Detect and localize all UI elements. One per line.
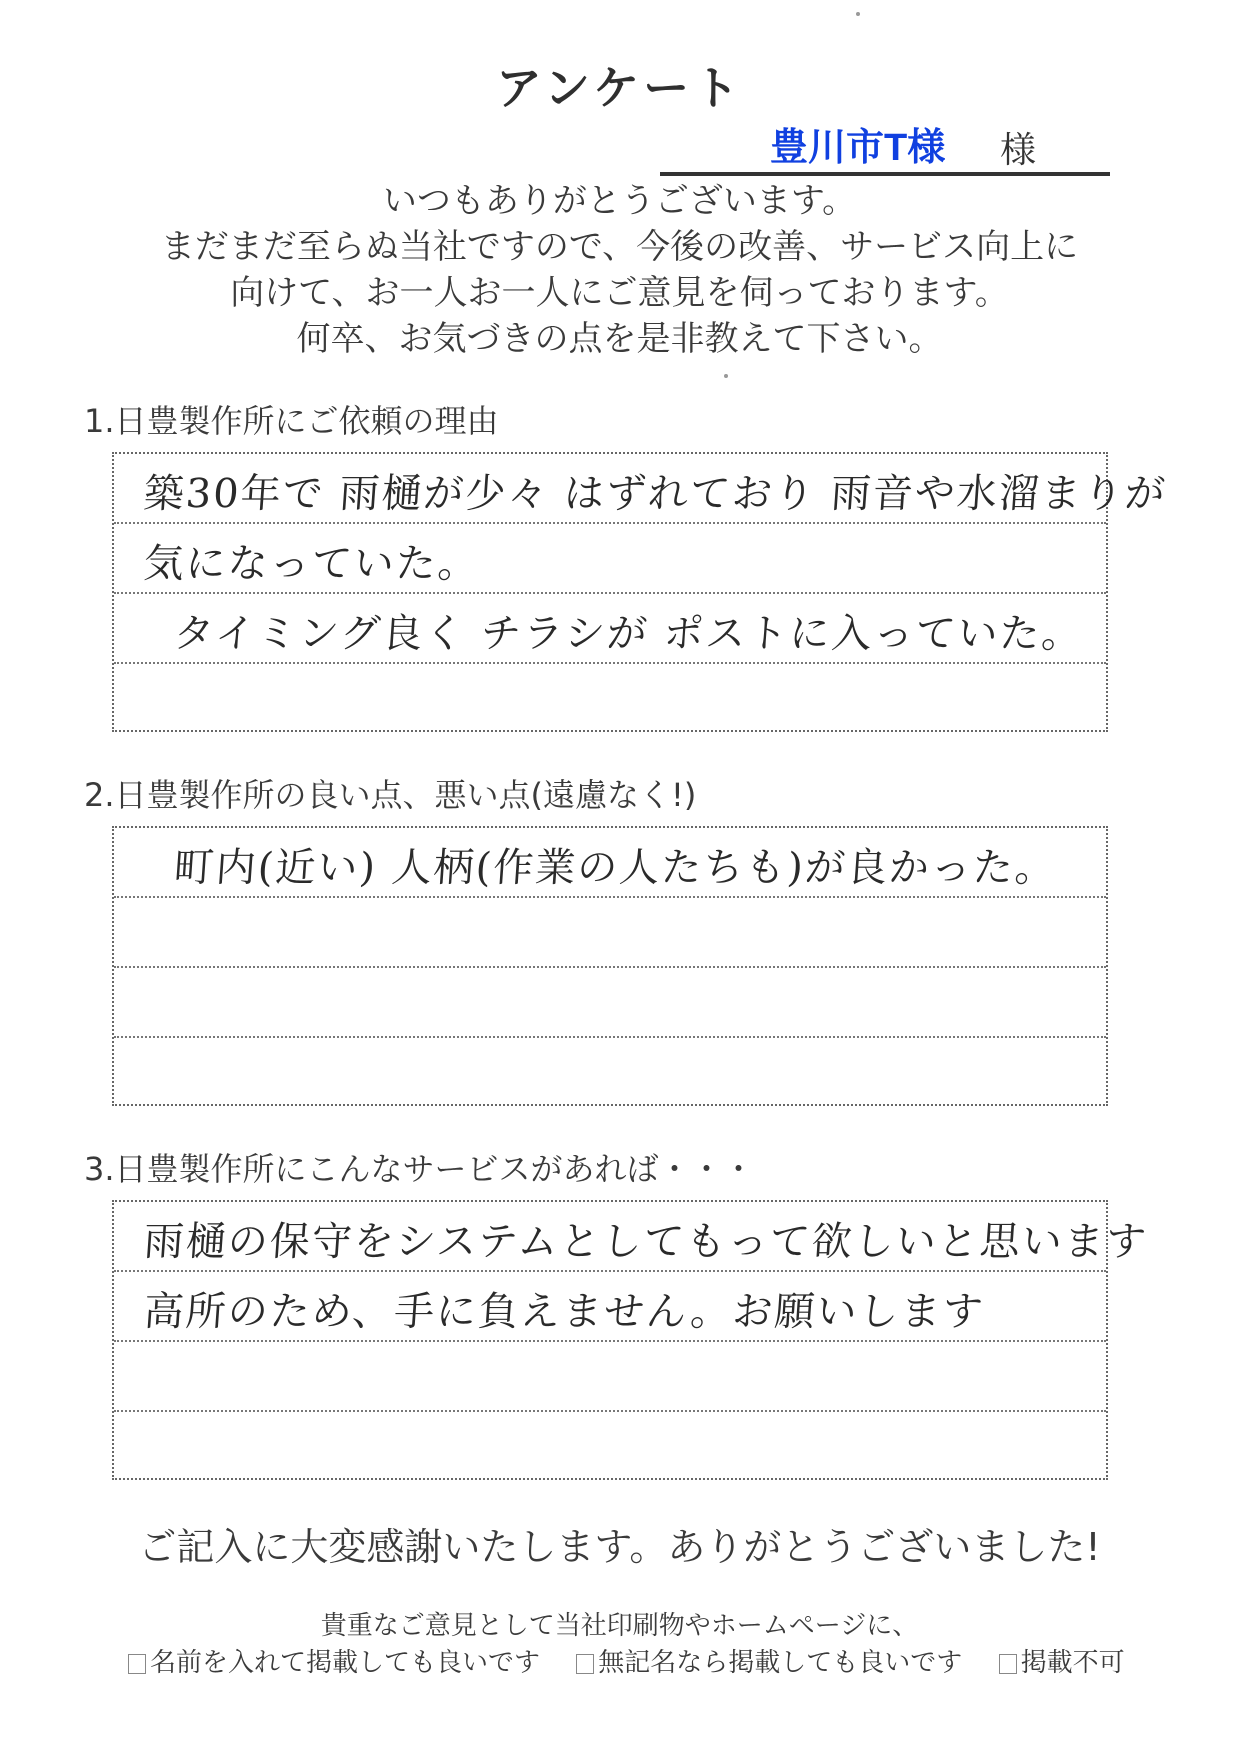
handwritten-answer: タイミング良く チラシが ポストに入っていた。	[172, 611, 1086, 657]
page-title: アンケート	[495, 61, 744, 115]
answer-line	[114, 898, 1106, 968]
answer-line	[114, 1272, 1106, 1342]
answer-line	[114, 1412, 1106, 1482]
answer-line	[114, 524, 1106, 594]
intro-line: いつもありがとうございます。	[382, 181, 857, 221]
consent-options	[128, 1642, 1128, 1679]
question-2-heading: 2.日豊製作所の良い点、悪い点(遠慮なく!)	[84, 776, 697, 814]
customer-name: 豊川市T様	[770, 127, 946, 169]
consent-option-label: 無記名なら掲載しても良いです	[598, 1648, 963, 1678]
handwritten-answer: 築30年で 雨樋が少々 はずれており 雨音や水溜まりが	[142, 471, 1169, 517]
checkbox[interactable]	[576, 1654, 594, 1674]
checkbox[interactable]	[128, 1654, 146, 1674]
intro-line: 何卒、お気づきの点を是非教えて下さい。	[296, 319, 943, 359]
answer-line	[114, 968, 1106, 1038]
consent-option-label: 掲載不可	[1020, 1648, 1125, 1678]
handwritten-answer: 町内(近い) 人柄(作業の人たちも)が良かった。	[172, 845, 1059, 891]
handwritten-answer: 高所のため、手に負えません。お願いします	[142, 1289, 987, 1335]
consent-option-not-allowed[interactable]	[999, 1642, 1125, 1679]
question-3-heading-wrap	[84, 1144, 755, 1190]
question-2-heading-wrap	[84, 770, 696, 816]
customer-name-line	[660, 112, 1110, 176]
answer-line	[114, 1202, 1150, 1272]
handwritten-answer: 気になっていた。	[142, 541, 482, 587]
answer-line	[114, 828, 1106, 898]
answer-line	[114, 594, 1106, 664]
checkbox[interactable]	[999, 1654, 1017, 1674]
intro-line: まだまだ至らぬ当社ですので、今後の改善、サービス向上に	[160, 227, 1079, 267]
question-1-heading: 1.日豊製作所にご依頼の理由	[84, 402, 499, 440]
intro-line: 向けて、お一人お一人にご意見を伺っております。	[230, 273, 1009, 313]
answer-line	[114, 1342, 1106, 1412]
scan-speck	[724, 374, 728, 378]
answer-line	[114, 664, 1106, 734]
answer-line	[114, 1038, 1106, 1108]
intro-text	[0, 178, 1239, 362]
closing-message: ご記入に大変感謝いたします。ありがとうございました!	[138, 1525, 1101, 1569]
consent-option-label: 名前を入れて掲載しても良いです	[150, 1648, 541, 1678]
question-1-answer-box[interactable]	[112, 452, 1169, 732]
question-1-heading-wrap	[84, 396, 499, 442]
honorific-label: 様	[1000, 130, 1037, 171]
question-3-answer-box[interactable]	[112, 1200, 1150, 1480]
scan-speck	[856, 12, 860, 16]
consent-option-named[interactable]	[128, 1642, 540, 1679]
consent-option-anonymous[interactable]	[576, 1642, 962, 1679]
handwritten-answer: 雨樋の保守をシステムとしてもって欲しいと思います	[142, 1219, 1150, 1265]
answer-line	[114, 454, 1169, 524]
consent-intro: 貴重なご意見として当社印刷物やホームページに、	[320, 1611, 919, 1641]
question-2-answer-box[interactable]	[112, 826, 1108, 1106]
question-3-heading: 3.日豊製作所にこんなサービスがあれば・・・	[84, 1150, 755, 1188]
